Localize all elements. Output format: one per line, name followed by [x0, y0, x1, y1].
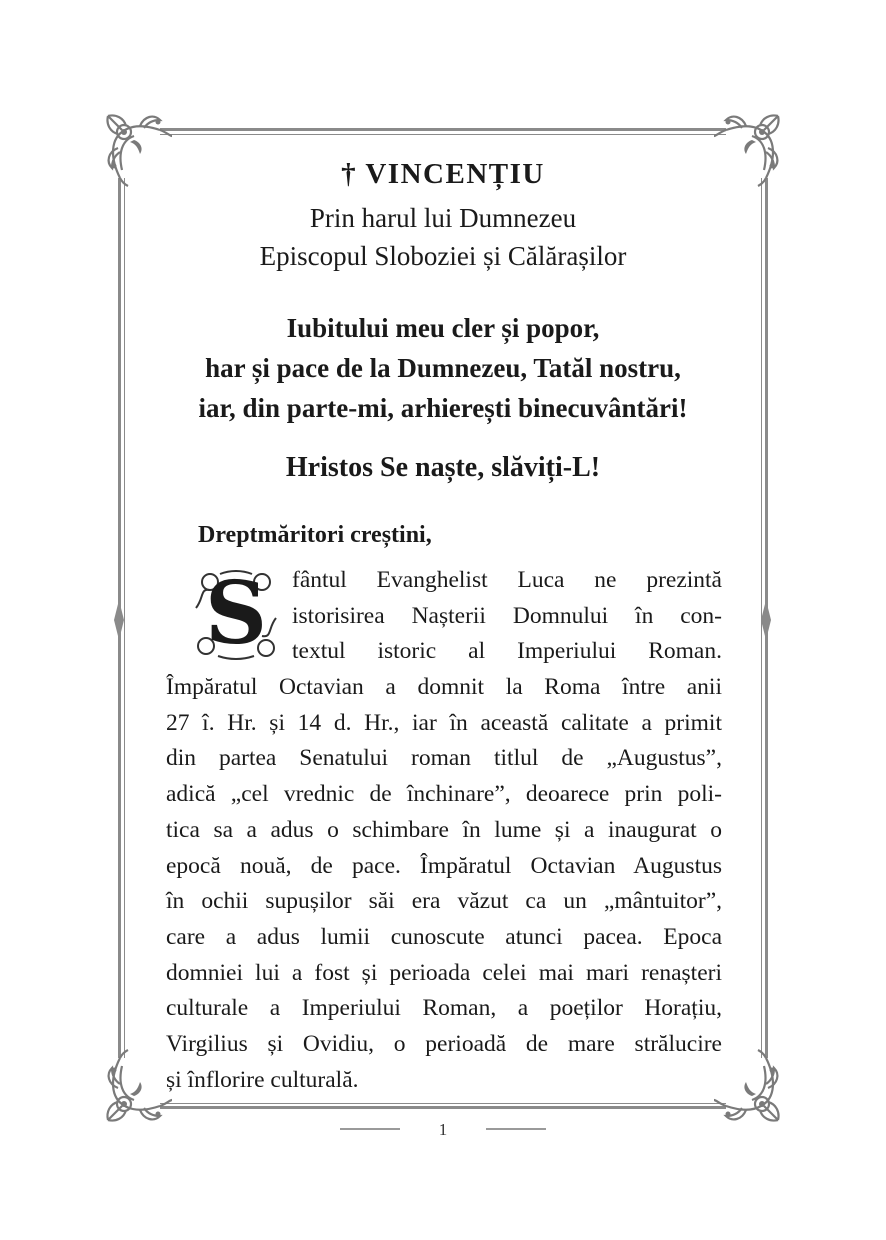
body-line: care a adus lumii cunoscute atunci pacea. Epoca [166, 923, 722, 950]
body-line: Împăratul Octavian a domnit la Roma între anii [166, 674, 722, 701]
ornament-side-right-icon [759, 600, 773, 640]
frame-border-bottom [160, 1106, 726, 1109]
page-number-ornament-right [486, 1128, 546, 1130]
nativity-greeting: Hristos Se naște, slăviți-L! [285, 452, 601, 483]
body-line: 27 î. Hr. și 14 d. Hr., iar în această calitate a primit [166, 709, 722, 736]
greeting-line-3: iar, din parte-mi, arhierești binecuvântări! [198, 393, 688, 423]
greeting-line-1: Iubitului meu cler și popor, [286, 313, 600, 343]
body-line: culturale a Imperiului Roman, a poeților Horațiu, [166, 995, 722, 1022]
body-line: adică „cel vrednic de închinare”, deoarece prin poli- [166, 781, 722, 808]
ornament-side-left-icon [112, 600, 126, 640]
subtitle-line-1: Prin harul lui Dumnezeu [309, 203, 577, 233]
page-title: † VINCENȚIU [341, 158, 545, 190]
body-line: istorisirea Nașterii Domnului în con- [292, 602, 722, 629]
frame-inner-bottom [160, 1103, 726, 1104]
dropcap-letter: S [204, 563, 268, 664]
salutation: Dreptmăritori creștini, [198, 522, 432, 548]
body-line: și înflorire culturală. [166, 1066, 359, 1093]
body-line: textul istoric al Imperiului Roman. [292, 638, 722, 665]
greeting-block [140, 308, 746, 428]
frame-border-top [160, 128, 726, 131]
page-number: 1 [438, 1120, 448, 1139]
page-number-ornament-left [340, 1128, 400, 1130]
body-line: epocă nouă, de pace. Împăratul Octavian Augustus [166, 852, 722, 879]
body-line: în ochii supușilor săi era văzut ca un „mântuitor”, [166, 888, 722, 915]
frame-inner-top [160, 134, 726, 135]
body-line: tica sa a adus o schimbare în lume și a inaugurat o [166, 816, 722, 843]
body-line: fântul Evanghelist Luca ne prezintă [292, 567, 722, 593]
body-paragraph [166, 563, 722, 1098]
subtitle-line-2: Episcopul Sloboziei și Călărașilor [259, 241, 627, 271]
body-line: Virgilius și Ovidiu, o perioadă de mare strălucire [166, 1030, 722, 1057]
greeting-line-2: har și pace de la Dumnezeu, Tatăl nostru, [205, 353, 681, 383]
body-line: domniei lui a fost și perioada celei mai mari renașteri [166, 959, 722, 986]
body-line: din partea Senatului roman titlul de „Augustus”, [166, 745, 722, 772]
